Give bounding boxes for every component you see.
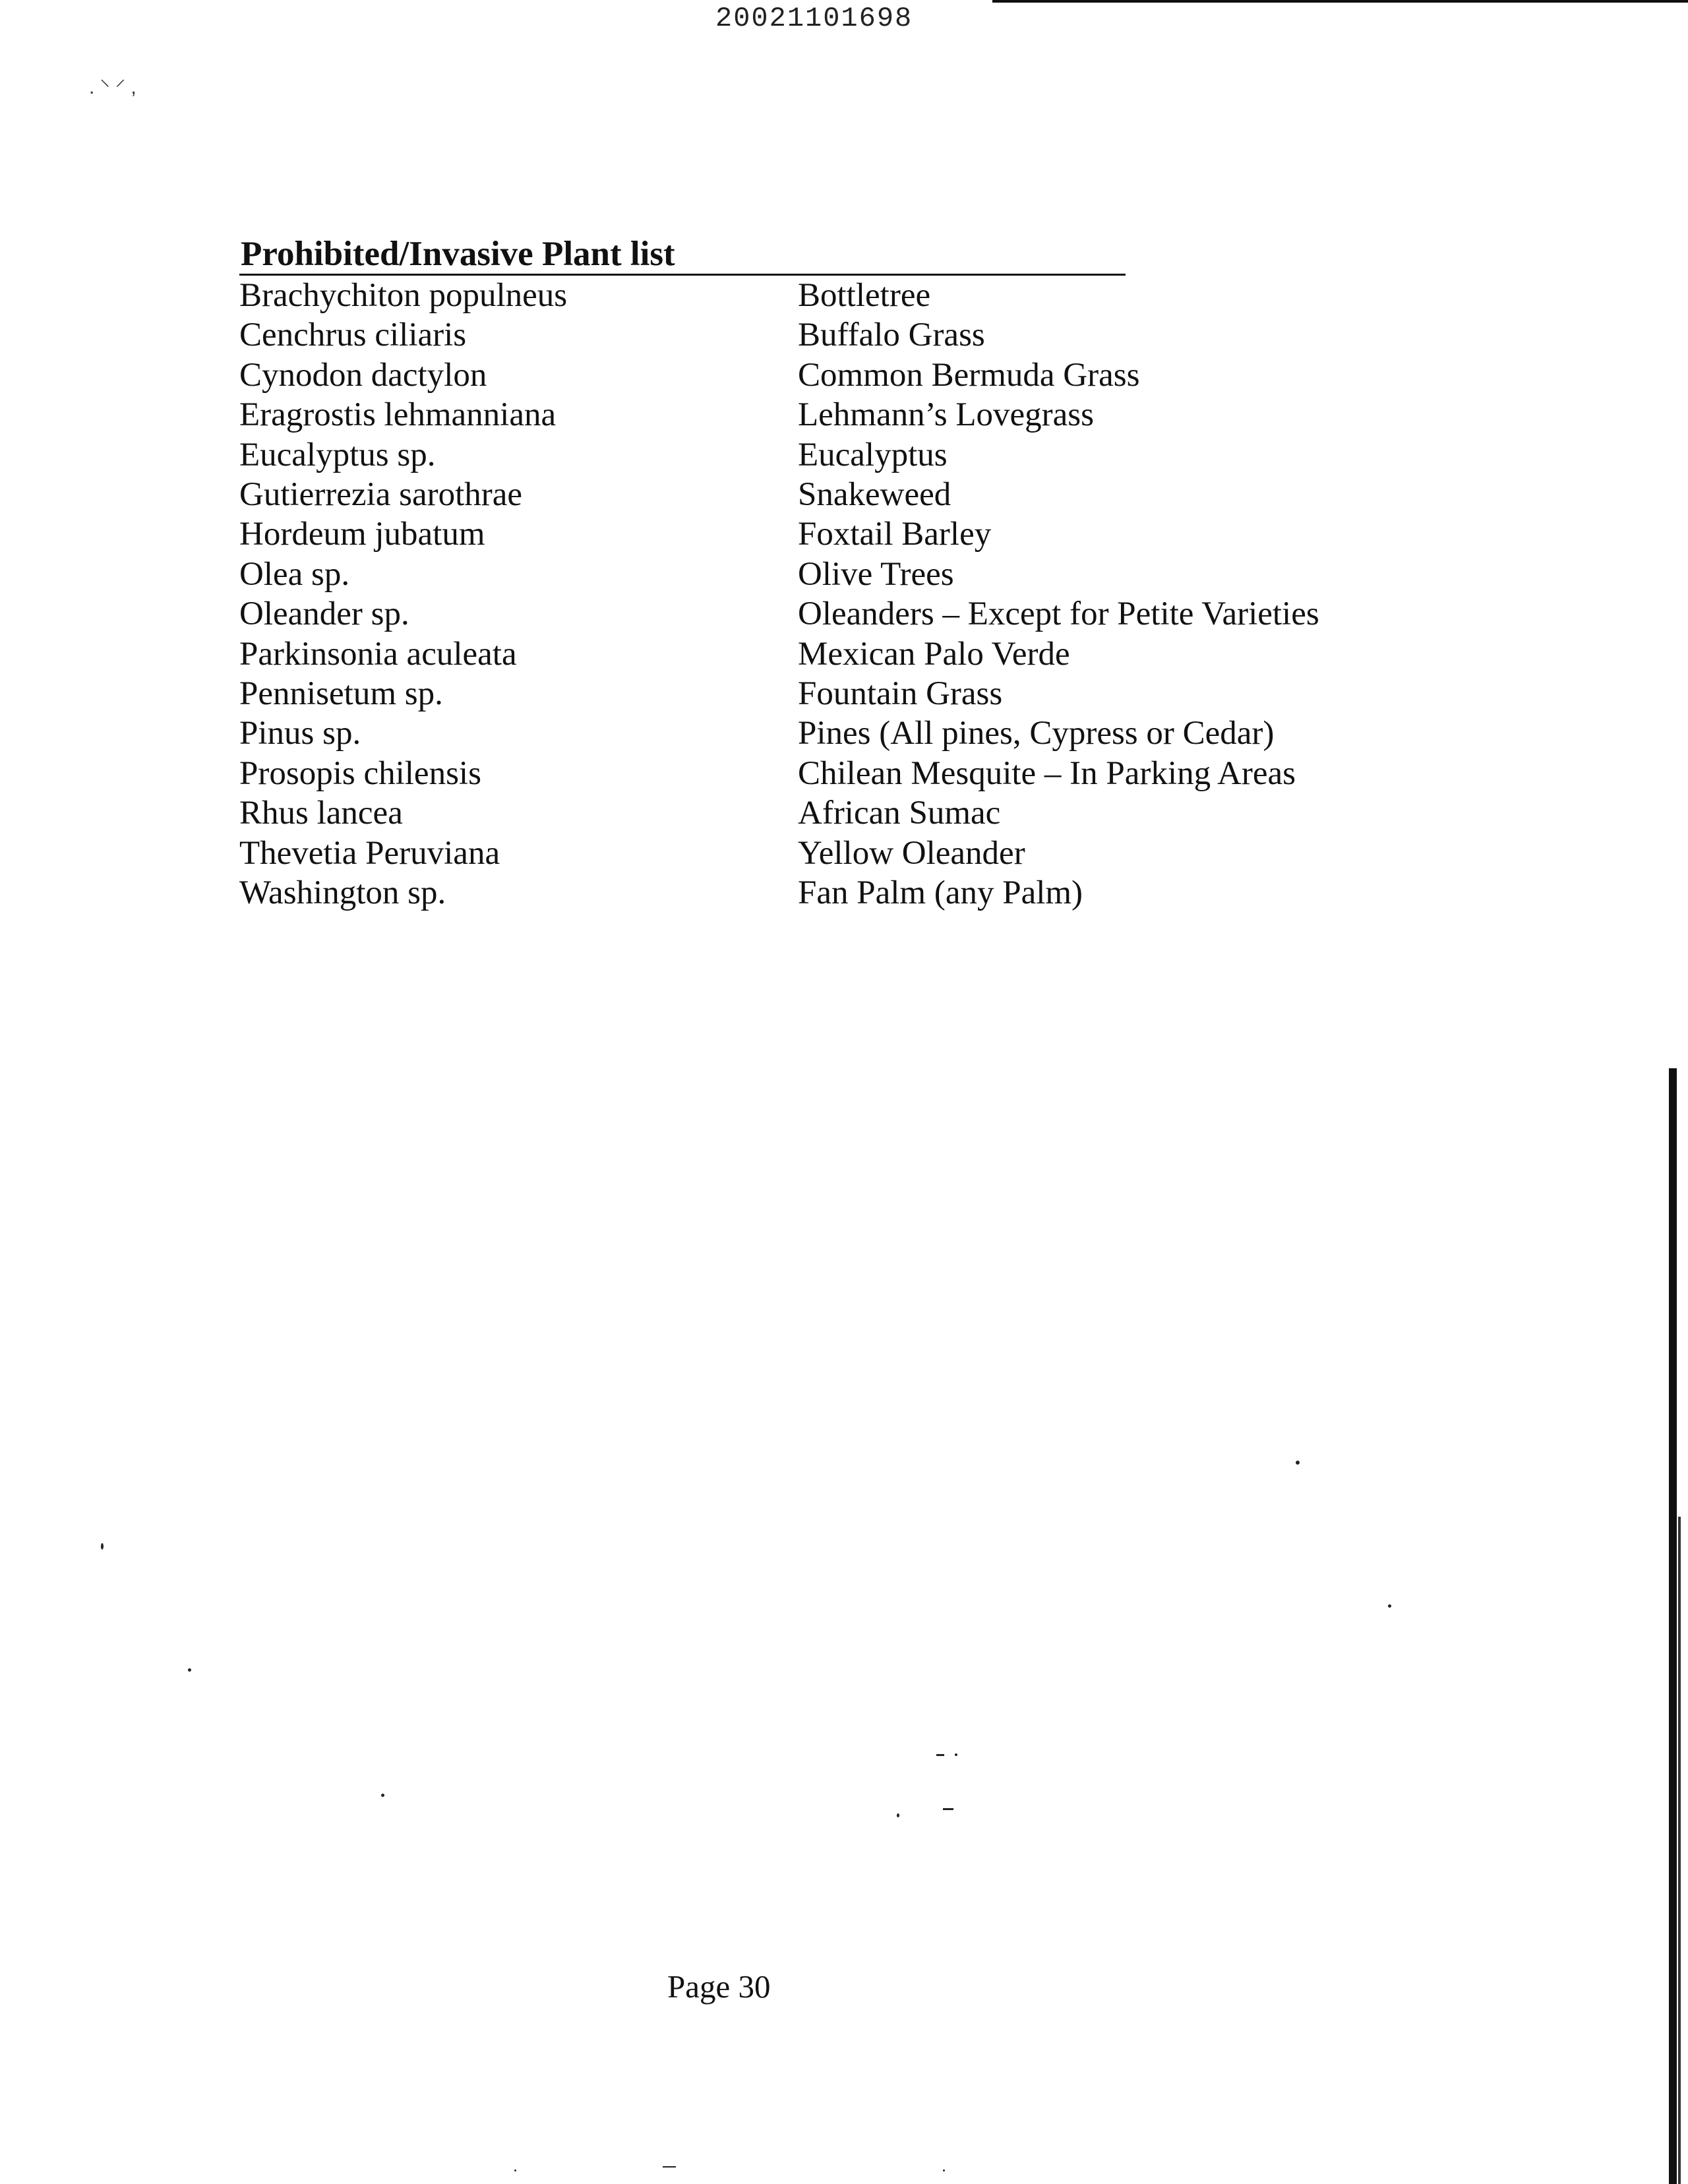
plant-row (239, 793, 1319, 833)
scientific-name: Rhus lancea (239, 795, 403, 832)
scan-speck (381, 1794, 384, 1797)
common-name: Buffalo Grass (798, 317, 985, 354)
scan-dash (663, 2166, 676, 2168)
scientific-name: Hordeum jubatum (239, 516, 485, 553)
scientific-name: Thevetia Peruviana (239, 834, 500, 872)
common-name: Eucalyptus (798, 436, 948, 473)
plant-row (239, 514, 1319, 554)
common-name: Lehmann’s Lovegrass (798, 396, 1094, 434)
scientific-name: Gutierrezia sarothrae (239, 476, 522, 514)
plant-row (239, 873, 1319, 913)
scientific-name: Pinus sp. (239, 715, 361, 752)
scientific-name: Brachychiton populneus (239, 277, 568, 314)
scan-dash (943, 1808, 953, 1810)
plant-row (239, 435, 1319, 475)
right-edge-scan-line (1678, 1517, 1681, 2184)
scientific-name: Olea sp. (239, 555, 350, 593)
common-name: Snakeweed (798, 476, 951, 514)
plant-row (239, 355, 1319, 395)
scientific-name: Eucalyptus sp. (239, 436, 436, 473)
scientific-name: Parkinsonia aculeata (239, 635, 517, 673)
scan-speck (188, 1668, 191, 1672)
common-name: Olive Trees (798, 555, 954, 593)
scan-speck (101, 1543, 104, 1550)
right-edge-scan-bar (1669, 1068, 1677, 2184)
common-name: Chilean Mesquite – In Parking Areas (798, 754, 1296, 792)
scan-speck (943, 2169, 945, 2171)
plant-list-section (239, 234, 1459, 913)
list-title: Prohibited/Invasive Plant list (239, 234, 1126, 276)
common-name: Oleanders – Except for Petite Varieties (798, 595, 1319, 633)
plant-row (239, 674, 1319, 713)
common-name: Pines (All pines, Cypress or Cedar) (798, 715, 1275, 752)
plant-table-body (239, 276, 1319, 913)
plant-row (239, 276, 1319, 315)
page-number: Page 30 (667, 1968, 771, 2005)
scientific-name: Eragrostis lehmanniana (239, 396, 557, 434)
common-name: Mexican Palo Verde (798, 635, 1070, 673)
common-name: Yellow Oleander (798, 834, 1025, 872)
scientific-name: Pennisetum sp. (239, 675, 443, 713)
plant-row (239, 634, 1319, 674)
plant-row (239, 315, 1319, 355)
plant-row (239, 834, 1319, 873)
plant-row (239, 475, 1319, 514)
scan-speck (955, 1753, 957, 1756)
scan-speck (1296, 1461, 1300, 1465)
plant-row (239, 754, 1319, 793)
plant-row (239, 713, 1319, 753)
plant-row (239, 594, 1319, 634)
scan-speck (514, 2169, 516, 2171)
top-scan-rule (992, 0, 1688, 3)
scan-speck (897, 1813, 899, 1817)
scientific-name: Cenchrus ciliaris (239, 317, 467, 354)
plant-table (239, 276, 1319, 913)
plant-row (239, 395, 1319, 435)
scientific-name: Oleander sp. (239, 595, 409, 633)
scientific-name: Prosopis chilensis (239, 754, 481, 792)
common-name: African Sumac (798, 795, 1001, 832)
scan-dash (936, 1754, 944, 1756)
common-name: Bottletree (798, 277, 931, 314)
document-number: 20021101698 (715, 3, 913, 34)
scan-speck (1388, 1604, 1391, 1608)
common-name: Fan Palm (any Palm) (798, 874, 1083, 912)
common-name: Foxtail Barley (798, 516, 992, 553)
scientific-name: Cynodon dactylon (239, 356, 487, 394)
scientific-name: Washington sp. (239, 874, 446, 912)
common-name: Fountain Grass (798, 675, 1003, 713)
common-name: Common Bermuda Grass (798, 356, 1140, 394)
plant-row (239, 555, 1319, 594)
scan-artifact-mark: . ⸌ ⸍ , (89, 76, 136, 98)
